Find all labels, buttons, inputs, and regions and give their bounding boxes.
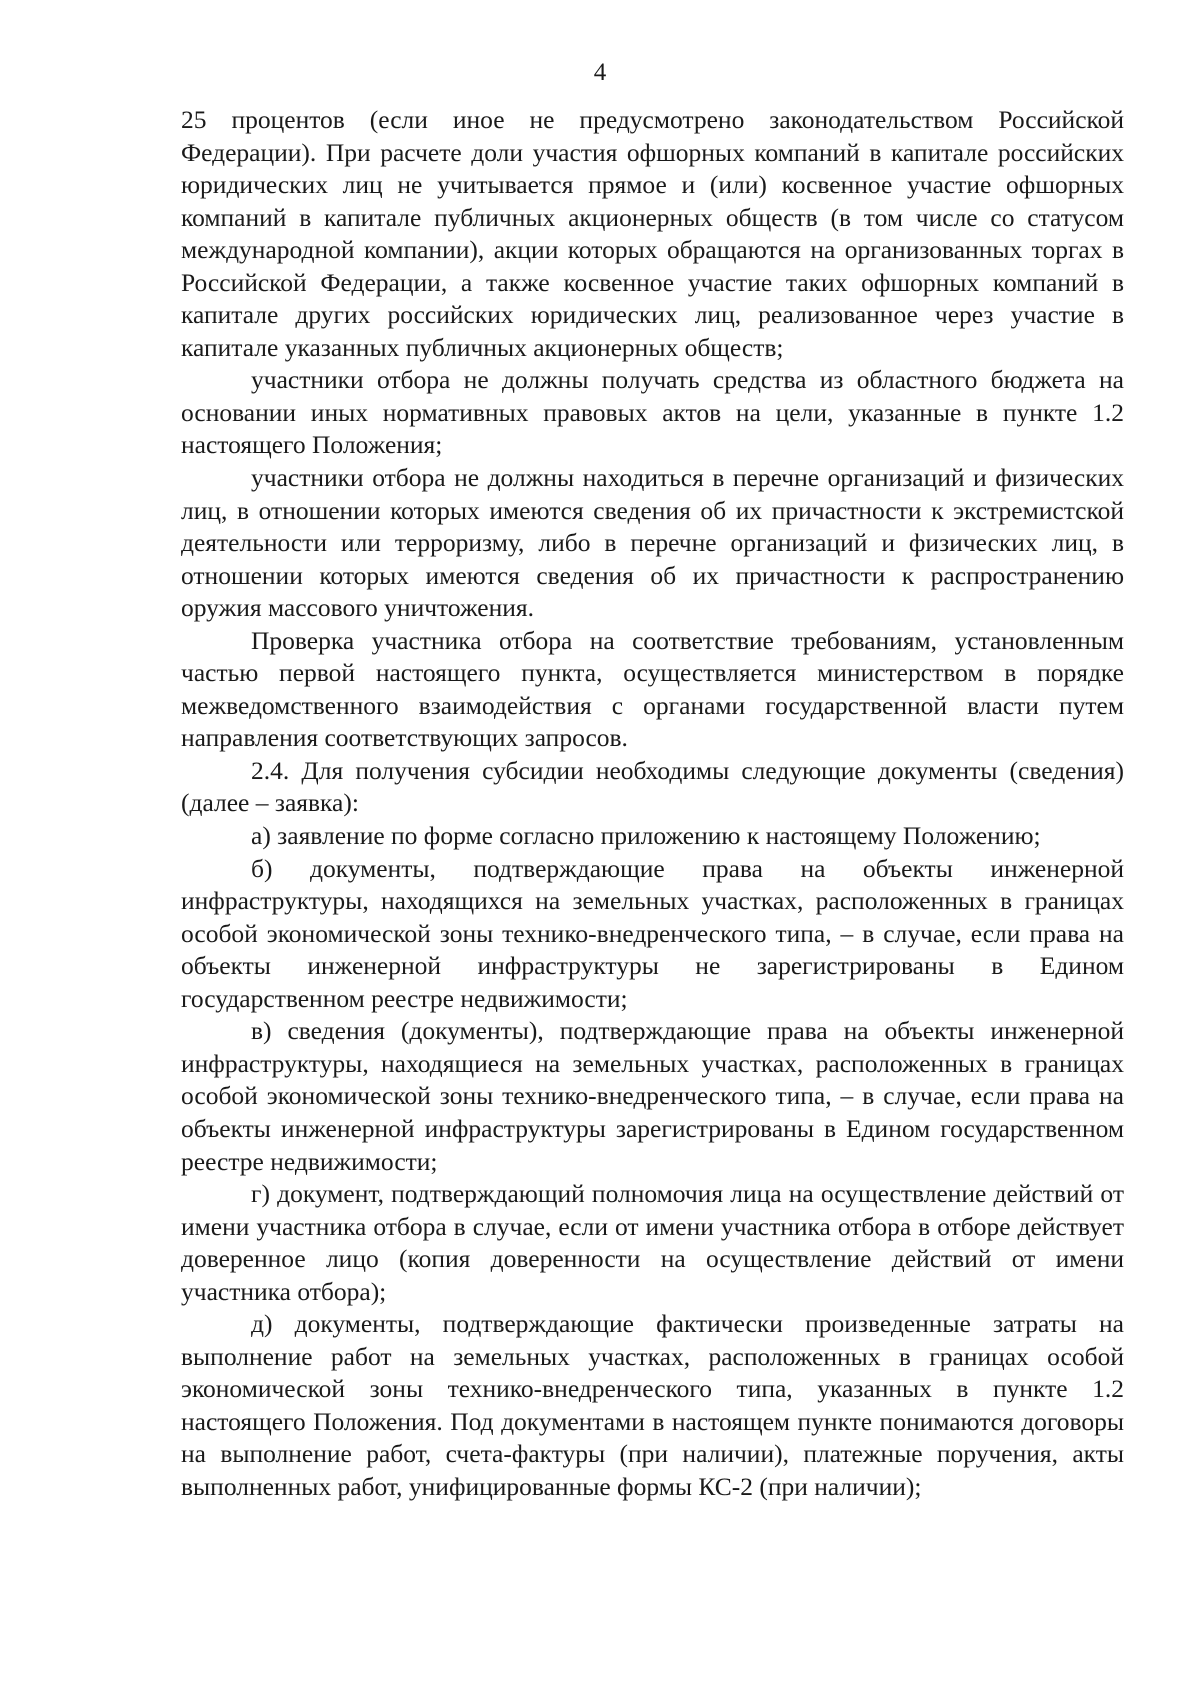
document-body bbox=[181, 104, 1124, 1504]
paragraph-budget-funds: участники отбора не должны получать средства из областного бюджета на основании иных нормативных правовых актов на цели, указанные в пункте 1.2 настоящего Положения; bbox=[181, 365, 1124, 460]
list-item-d: д) документы, подтверждающие фактически произведенные затраты на выполнение работ на земельных участках, расположенных в границах особой экономической зоны технико-внедренческого типа, указанных в пункте 1.2 настоящего Положения. Под документами в настоящем пункте понимаются договоры на выполнение работ, счета-фактуры (при наличии), платежные поручения, акты выполненных работ, унифицированные формы КС-2 (при наличии); bbox=[181, 1309, 1124, 1501]
list-item-v: в) сведения (документы), подтверждающие права на объекты инженерной инфраструктуры, находящиеся на земельных участках, расположенных в границах особой экономической зоны технико-внедренческого типа, – в случае, если права на объекты инженерной инфраструктуры зарегистрированы в Едином государственном реестре недвижимости; bbox=[181, 1016, 1124, 1176]
list-item-g: г) документ, подтверждающий полномочия лица на осуществление действий от имени участника отбора в случае, если от имени участника отбора в отборе действует доверенное лицо (копия доверенности на осуществление действий от имени участника отбора); bbox=[181, 1179, 1124, 1306]
paragraph-verification: Проверка участника отбора на соответствие требованиям, установленным частью первой настоящего пункта, осуществляется министерством в порядке межведомственного взаимодействия с органами государственной власти путем направления соответствующих запросов. bbox=[181, 625, 1124, 753]
page-number: 4 bbox=[593, 59, 607, 86]
list-item-a: а) заявление по форме согласно приложению к настоящему Положению; bbox=[251, 821, 1041, 851]
paragraph-continuation-offshore: 25 процентов (если иное не предусмотрено законодательством Российской Федерации). При расчете доли участия офшорных компаний в капитале российских юридических лиц не учитывается прямое и (или) косвенное участие офшорных компаний в капитале публичных акционерных обществ (в том числе со статусом международной компании), акции которых обращаются на организованных торгах в Российской Федерации, а также косвенное участие таких офшорных компаний в капитале других российских юридических лиц, реализованное через участие в капитале указанных публичных акционерных обществ; bbox=[181, 105, 1124, 362]
paragraph-2-4-documents: 2.4. Для получения субсидии необходимы следующие документы (сведения) (далее – заявка): bbox=[181, 755, 1124, 818]
paragraph-extremism-list: участники отбора не должны находиться в перечне организаций и физических лиц, в отношении которых имеются сведения об их причастности к экстремистской деятельности или терроризму, либо в перечне организаций и физических лиц, в отношении которых имеются сведения об их причастности к распространению оружия массового уничтожения. bbox=[181, 463, 1124, 623]
list-item-b: б) документы, подтверждающие права на объекты инженерной инфраструктуры, находящихся на земельных участках, расположенных в границах особой экономической зоны технико-внедренческого типа, – в случае, если права на объекты инженерной инфраструктуры не зарегистрированы в Едином государственном реестре недвижимости; bbox=[181, 853, 1124, 1013]
